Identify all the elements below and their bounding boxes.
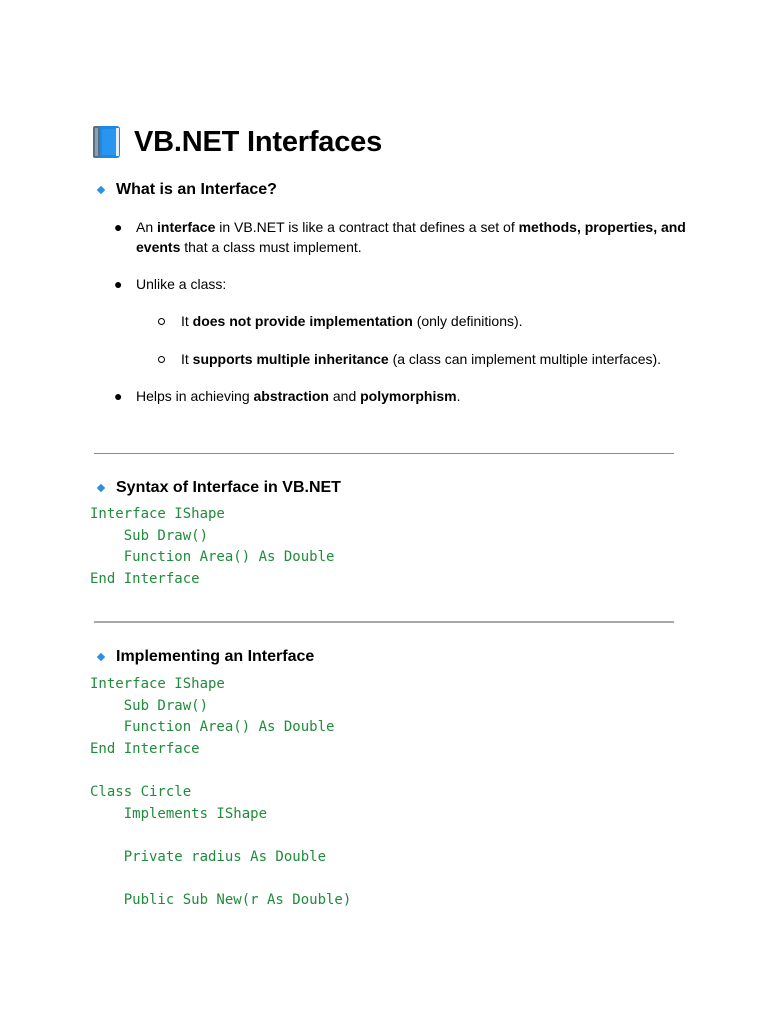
sub-list-item: [181, 349, 661, 369]
horizontal-divider: [94, 621, 674, 623]
diamond-bullet-icon: [97, 653, 105, 661]
hollow-circle-bullet-icon: [158, 356, 165, 363]
section-heading-label: Syntax of Interface in VB.NET: [116, 479, 341, 496]
title-row: [91, 122, 382, 162]
diamond-bullet-icon: [97, 186, 105, 194]
bullet-dot-icon: ●: [114, 276, 123, 292]
bullet-dot-icon: ●: [114, 388, 123, 404]
list-item-text: Unlike a class:: [136, 276, 227, 292]
section-heading-implementing: [96, 646, 314, 668]
blue-book-icon: [91, 125, 123, 159]
section-heading-label: Implementing an Interface: [116, 648, 315, 665]
sub-list-item-text: It supports multiple inheritance (a class can implement multiple interfaces).: [181, 351, 662, 367]
section-heading-what: [96, 179, 277, 201]
diamond-bullet-icon: [97, 484, 105, 492]
hollow-circle-bullet-icon: [158, 318, 165, 325]
bullet-dot-icon: ●: [114, 219, 123, 235]
code-block-syntax: Interface IShape Sub Draw() Function Area() As Double End Interface: [90, 506, 335, 587]
section-heading-syntax: [96, 477, 341, 499]
section-heading-label: What is an Interface?: [116, 181, 277, 198]
code-block-implementing: Interface IShape Sub Draw() Function Area() As Double End Interface Class Circle Implements IShape Private radius As Double Public Sub New(r As Double): [90, 676, 352, 908]
page-title: VB.NET Interfaces: [134, 126, 383, 158]
horizontal-divider: [94, 453, 674, 454]
list-item: [114, 386, 461, 406]
list-item: [114, 217, 696, 257]
sub-list-item-text: It does not provide implementation (only definitions).: [181, 313, 523, 329]
list-item-text: Helps in achieving abstraction and polymorphism.: [136, 388, 461, 404]
list-item-text: An interface in VB.NET is like a contract that defines a set of methods, properties, and events that a class must implement.: [136, 219, 686, 255]
sub-list-item: [181, 311, 523, 331]
list-item: [114, 274, 227, 294]
